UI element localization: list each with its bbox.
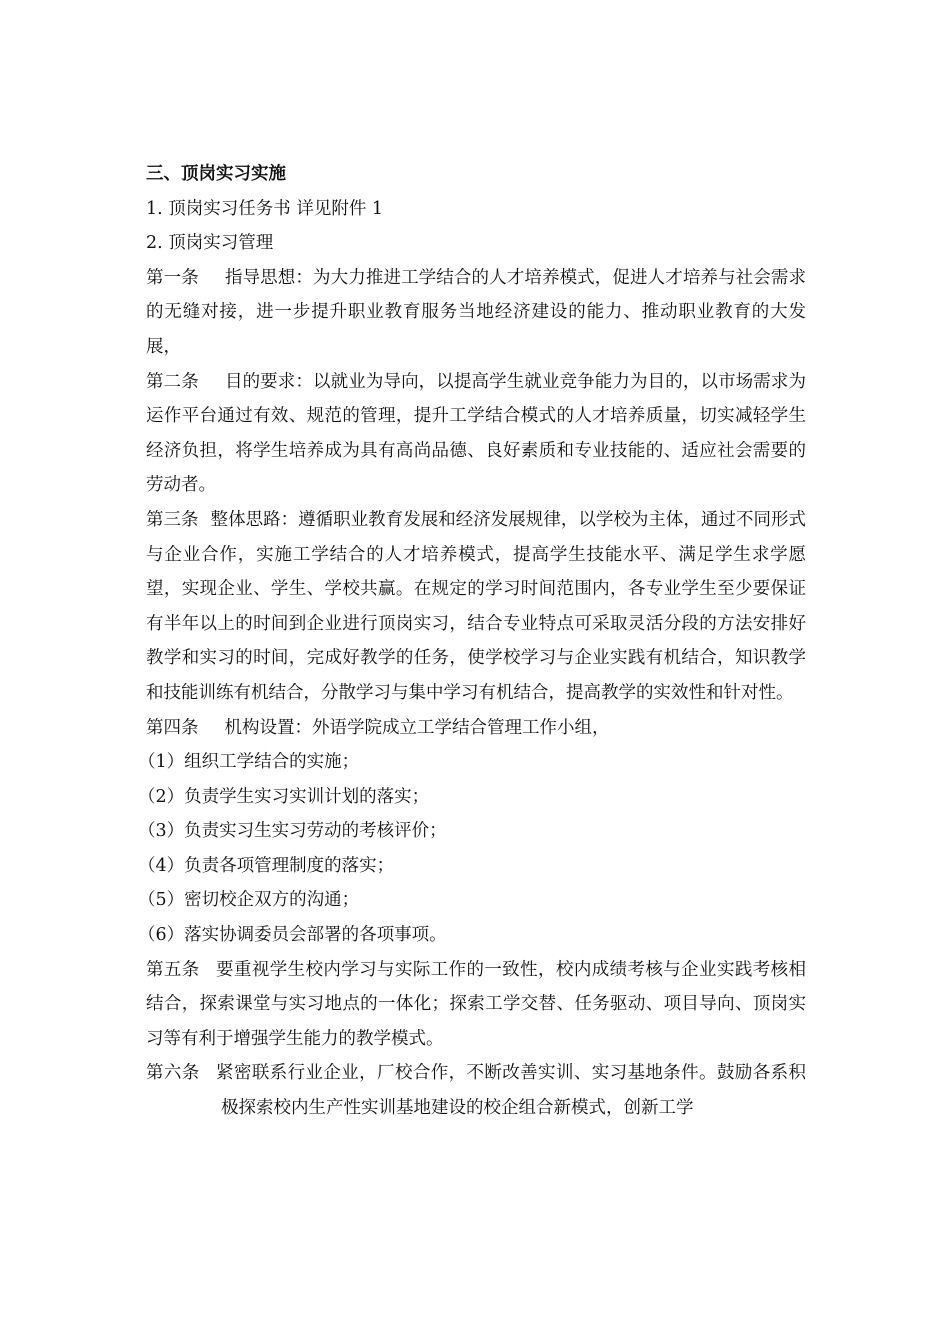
article-1 bbox=[146, 261, 806, 365]
article-3-label: 第三条 bbox=[146, 509, 199, 530]
article-1-label: 第一条 bbox=[146, 267, 199, 288]
article-5-text: 要重视学生校内学习与实际工作的一致性，校内成绩考核与企业实践考核相结合，探索课堂与实习地点的一体化；探索工学交替、任务驱动、项目导向、顶岗实习等有利于增强学生能力的教学模式。 bbox=[146, 959, 807, 1049]
article-4 bbox=[146, 711, 806, 746]
article-2-text: 目的要求：以就业为导向，以提高学生就业竞争能力为目的，以市场需求为运作平台通过有效、规范的管理，提升工学结合模式的人才培养质量，切实减轻学生经济负担，将学生培养成为具有高尚品德、良好素质和专业技能的、适应社会需要的劳动者。 bbox=[146, 371, 807, 496]
article-4-label: 第四条 bbox=[146, 717, 199, 738]
article-5 bbox=[146, 953, 806, 1057]
sub-item-3: （3）负责实习生实习劳动的考核评价； bbox=[138, 821, 447, 842]
document-body bbox=[138, 157, 807, 1126]
article-6-label: 第六条 bbox=[146, 1063, 200, 1084]
article-4-text: 机构设置：外语学院成立工学结合管理工作小组， bbox=[224, 717, 610, 738]
sub-item-2: （2）负责学生实习实训计划的落实； bbox=[138, 786, 430, 807]
article-6-text: 紧密联系行业企业，厂校合作，不断改善实训、实习基地条件。鼓励各系积极探索校内生产性实训基地建设的校企组合新模式，创新工学 bbox=[215, 1063, 807, 1119]
article-6 bbox=[146, 1056, 806, 1125]
sub-item-1: （1）组织工学结合的实施； bbox=[138, 752, 360, 773]
article-3 bbox=[146, 503, 806, 711]
item-management: 2. 顶岗实习管理 bbox=[146, 233, 274, 254]
article-2 bbox=[146, 365, 806, 503]
article-2-label: 第二条 bbox=[146, 371, 199, 392]
sub-item-4: （4）负责各项管理制度的落实； bbox=[138, 855, 395, 876]
sub-item-6: （6）落实协调委员会部署的各项事项。 bbox=[138, 925, 447, 946]
sub-item-5: （5）密切校企双方的沟通； bbox=[138, 890, 360, 911]
section-title: 三、顶岗实习实施 bbox=[146, 164, 286, 184]
article-5-label: 第五条 bbox=[146, 959, 200, 980]
article-1-text: 指导思想：为大力推进工学结合的人才培养模式，促进人才培养与社会需求的无缝对接，进一步提升职业教育服务当地经济建设的能力、推动职业教育的大发展， bbox=[146, 267, 807, 357]
article-3-text: 整体思路：遵循职业教育发展和经济发展规律，以学校为主体，通过不同形式与企业合作，实施工学结合的人才培养模式，提高学生技能水平、满足学生求学愿望，实现企业、学生、学校共赢。在规定的学习时间范围内，各专业学生至少要保证有半年以上的时间到企业进行顶岗实习，结合专业特点可采取灵活分段的方法安排好教学和实习的时间，完成好教学的任务，使学校学习与企业实践有机结合，知识教学和技能训练有机结合，分散学习与集中学习有机结合，提高教学的实效性和针对性。 bbox=[146, 509, 807, 703]
item-task-book: 1. 顶岗实习任务书 详见附件 1 bbox=[146, 198, 384, 219]
